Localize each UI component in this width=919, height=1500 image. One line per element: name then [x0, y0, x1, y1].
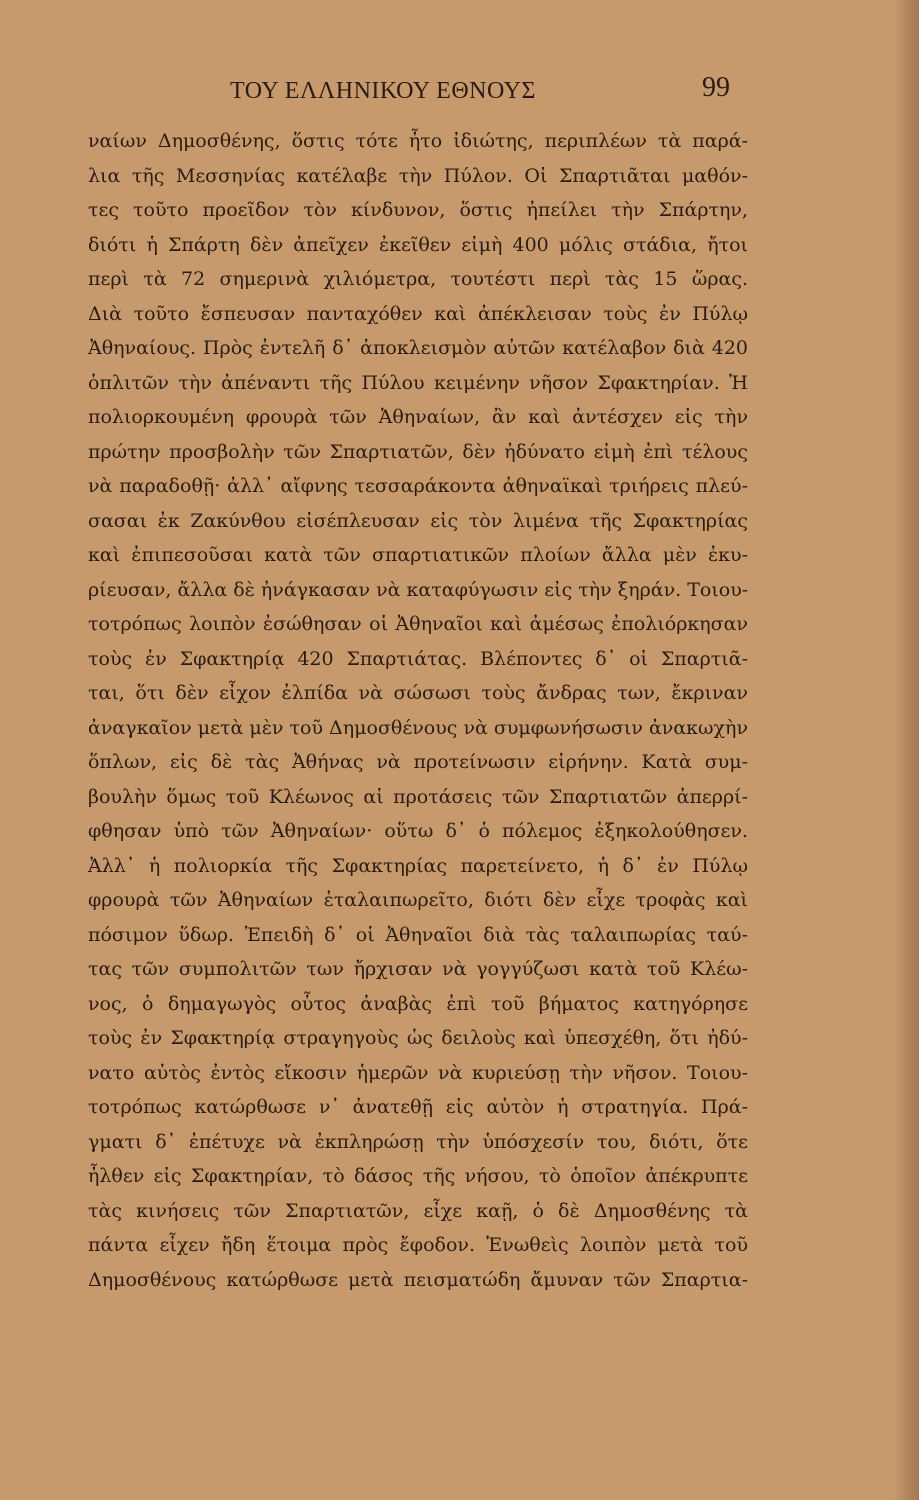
page-edge-shadow [893, 0, 919, 1500]
text-line: ἦλθεν εἰς Σφακτηρίαν, τὸ δάσος τῆς νήσου, τὸ ὁποῖον ἀπέκρυπτε [88, 1165, 748, 1187]
text-line: βουλὴν ὅμως τοῦ Κλέωνος αἱ προτάσεις τῶν Σπαρτιατῶν ἀπερρί- [88, 785, 748, 808]
text-line: νατο αὐτὸς ἐντὸς εἴκοσιν ἡμερῶν νὰ κυριεύσῃ τὴν νῆσον. Τοιου- [88, 1061, 748, 1084]
text-line: Ἀθηναίους. Πρὸς ἐντελῆ δ᾽ ἀποκλεισμὸν αὐτῶν κατέλαβον διὰ 420 [88, 337, 748, 359]
text-line: σασαι ἐκ Ζακύνθου εἰσέπλευσαν εἰς τὸν λιμένα τῆς Σφακτηρίας [88, 509, 748, 532]
text-line: ὅπλων, εἰς δὲ τὰς Ἀθήνας νὰ προτείνωσιν εἰρήνην. Κατὰ συμ- [88, 751, 748, 773]
text-line: φρουρὰ τῶν Ἀθηναίων ἐταλαιπωρεῖτο, διότι δὲν εἶχε τροφὰς καὶ [88, 889, 748, 911]
text-line: τοτρόπως κατώρθωσε ν᾽ ἀνατεθῇ εἰς αὐτὸν ἡ στρατηγία. Πρά- [88, 1096, 748, 1118]
text-line: τοὺς ἐν Σφακτηρίᾳ στραγηγοὺς ὡς δειλοὺς καὶ ὑπεσχέθη, ὅτι ἠδύ- [88, 1027, 748, 1049]
text-line: Διὰ τοῦτο ἔσπευσαν πανταχόθεν καὶ ἀπέκλεισαν τοὺς ἐν Πύλῳ [88, 302, 748, 325]
text-line: ναίων Δημοσθένης, ὅστις τότε ἦτο ἰδιώτης, περιπλέων τὰ παρά- [88, 130, 748, 152]
text-line: γματι δ᾽ ἐπέτυχε νὰ ἐκπληρώσῃ τὴν ὑπόσχεσίν του, διότι, ὅτε [88, 1130, 748, 1153]
text-line: πάντα εἶχεν ἤδη ἕτοιμα πρὸς ἔφοδον. Ἑνωθεὶς λοιπὸν μετὰ τοῦ [88, 1234, 748, 1256]
text-line: τοὺς ἐν Σφακτηρίᾳ 420 Σπαρτιάτας. Βλέποντες δ᾽ οἱ Σπαρτιᾶ- [88, 647, 748, 670]
text-line: τὰς κινήσεις τῶν Σπαρτιατῶν, εἶχε καῇ, ὁ δὲ Δημοσθένης τὰ [88, 1199, 748, 1222]
text-line: τες τοῦτο προεῖδον τὸν κίνδυνον, ὅστις ἠπείλει τὴν Σπάρτην, [88, 199, 748, 221]
text-line: νος, ὁ δημαγωγὸς οὗτος ἀναβὰς ἐπὶ τοῦ βήματος κατηγόρησε [88, 992, 748, 1015]
page-header [0, 72, 919, 112]
text-line: πολιορκουμένη φρουρὰ τῶν Ἀθηναίων, ἂν καὶ ἀντέσχεν εἰς τὴν [88, 406, 748, 428]
text-line: τας τῶν συμπολιτῶν των ἤρχισαν νὰ γογγύζωσι κατὰ τοῦ Κλέω- [88, 958, 748, 980]
text-line: διότι ἡ Σπάρτη δὲν ἀπεῖχεν ἐκεῖθεν εἰμὴ 400 μόλις στάδια, ἤτοι [88, 233, 748, 256]
body-text [88, 124, 748, 1297]
text-line: πρώτην προσβολὴν τῶν Σπαρτιατῶν, δὲν ἠδύνατο εἰμὴ ἐπὶ τέλους [88, 440, 748, 463]
text-line: ἀναγκαῖον μετὰ μὲν τοῦ Δημοσθένους νὰ συμφωνήσωσιν ἀνακωχὴν [88, 716, 748, 739]
text-line: πόσιμον ὕδωρ. Ἐπειδὴ δ᾽ οἱ Ἀθηναῖοι διὰ τὰς ταλαιπωρίας ταύ- [88, 923, 748, 946]
text-line: περὶ τὰ 72 σημερινὰ χιλιόμετρα, τουτέστι περὶ τὰς 15 ὥρας. [88, 268, 748, 290]
running-title: ΤΟΥ ΕΛΛΗΝΙΚΟΥ ΕΘΝΟΥΣ [230, 78, 536, 104]
text-line: ται, ὅτι δὲν εἶχον ἐλπίδα νὰ σώσωσι τοὺς ἄνδρας των, ἔκριναν [88, 682, 748, 704]
text-line: ὁπλιτῶν τὴν ἀπέναντι τῆς Πύλου κειμένην νῆσον Σφακτηρίαν. Ἡ [88, 371, 748, 394]
text-line: νὰ παραδοθῇ· ἀλλ᾽ αἴφνης τεσσαράκοντα ἀθηναϊκαὶ τριήρεις πλεύ- [88, 475, 748, 497]
text-line: λια τῆς Μεσσηνίας κατέλαβε τὴν Πύλον. Οἱ Σπαρτιᾶται μαθόν- [88, 164, 748, 187]
text-line: τοτρόπως λοιπὸν ἐσώθησαν οἱ Ἀθηναῖοι καὶ ἀμέσως ἐπολιόρκησαν [88, 613, 748, 635]
text-line: καὶ ἐπιπεσοῦσαι κατὰ τῶν σπαρτιατικῶν πλοίων ἄλλα μὲν ἐκυ- [88, 544, 748, 566]
text-line: ρίευσαν, ἄλλα δὲ ἠνάγκασαν νὰ καταφύγωσιν εἰς τὴν ξηράν. Τοιου- [88, 578, 748, 601]
text-line: φθησαν ὑπὸ τῶν Ἀθηναίων· οὕτω δ᾽ ὁ πόλεμος ἐξηκολούθησεν. [88, 820, 748, 842]
page-number: 99 [702, 72, 730, 103]
text-line: Δημοσθένους κατώρθωσε μετὰ πεισματώδη ἄμυναν τῶν Σπαρτια- [88, 1268, 748, 1291]
text-line: Ἀλλ᾽ ἡ πολιορκία τῆς Σφακτηρίας παρετείνετο, ἡ δ᾽ ἐν Πύλῳ [88, 854, 748, 877]
